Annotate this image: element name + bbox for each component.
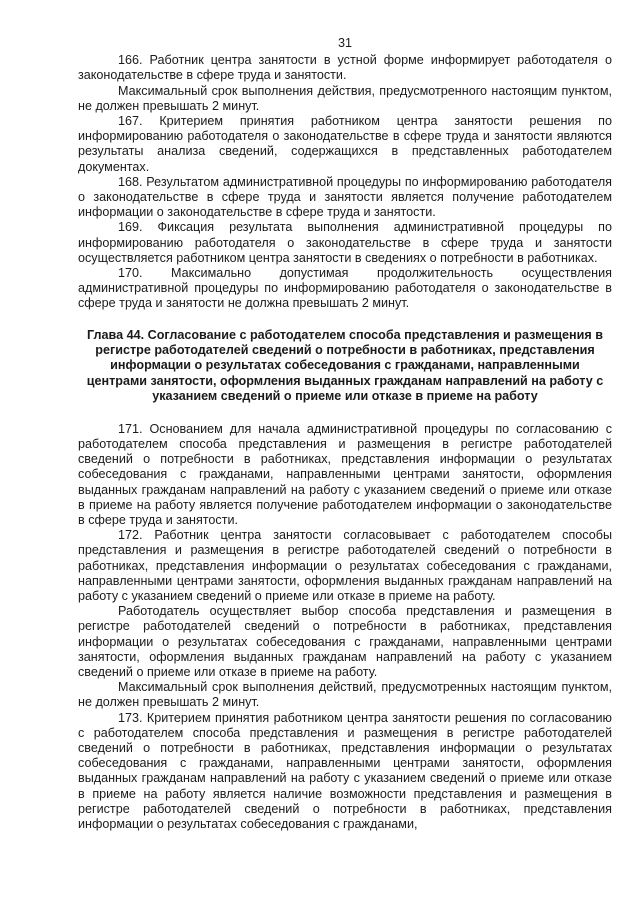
paragraph-169: 169. Фиксация результата выполнения административной процедуры по информированию работодателя о законодательстве в сфере труда и занятости осуществляется работником центра занятости в сведениях о потребности в работниках. xyxy=(78,220,612,265)
page-number: 31 xyxy=(337,36,352,50)
paragraph-172-employer-choice: Работодатель осуществляет выбор способа представления и размещения в регистре работодателей сведений о потребности в работниках, представления информации о результатах собеседования с гражданами, направленными центрами занятости, оформления выданных гражданам направлений на работу с указанием сведений о приеме или отказе в приеме на работу. xyxy=(78,604,612,679)
paragraph-172-time-limit: Максимальный срок выполнения действий, предусмотренных настоящим пунктом, не должен превышать 2 минут. xyxy=(78,680,612,710)
document-page xyxy=(78,36,612,832)
paragraph-167: 167. Критерием принятия работником центра занятости решения по информированию работодателя о законодательстве в сфере труда и занятости являются результаты анализа сведений, содержащихся в представленных работодателем документах. xyxy=(78,114,612,174)
paragraph-166-time-limit: Максимальный срок выполнения действия, предусмотренного настоящим пунктом, не должен превышать 2 минут. xyxy=(78,83,612,113)
paragraph-166: 166. Работник центра занятости в устной форме информирует работодателя о законодательстве в сфере труда и занятости. xyxy=(78,53,612,83)
paragraph-171: 171. Основанием для начала административной процедуры по согласованию с работодателем способа представления и размещения в регистре работодателей сведений о потребности в работниках, представления информации о результатах собеседования с гражданами, направленными центрами занятости, оформления выданных гражданам направлений на работу с указанием сведений о приеме или отказе в приеме на работу является получение работодателем информации о законодательстве в сфере труда и занятости. xyxy=(78,421,612,527)
paragraph-168: 168. Результатом административной процедуры по информированию работодателя о законодательстве в сфере труда и занятости является получение работодателем информации о законодательстве в сфере труда и занятости. xyxy=(78,174,612,220)
paragraph-173: 173. Критерием принятия работником центра занятости решения по согласованию с работодателем способа представления и размещения в регистре работодателей сведений о потребности в работниках, представления информации о результатах собеседования с гражданами, направленными центрами занятости, оформления выданных гражданам направлений на работу с указанием сведений о приеме или отказе в приеме на работу является наличие возможности представления и размещения в регистре работодателей сведений о потребности в работниках, представления информации о результатах собеседования с гражданами, xyxy=(78,710,612,831)
paragraph-172: 172. Работник центра занятости согласовывает с работодателем способы представления и размещения в регистре работодателей сведений о потребности в работниках, представления информации о результатах собеседования с гражданами, направленными центрами занятости, оформления выданных гражданам направлений на работу с указанием сведений о приеме или отказе в приеме на работу. xyxy=(78,528,612,603)
paragraph-170: 170. Максимально допустимая продолжительность осуществления административной процедуры по информированию работодателя о законодательстве в сфере труда и занятости не должна превышать 2 минут. xyxy=(78,266,612,311)
chapter-heading: Глава 44. Согласование с работодателем способа представления и размещения в регистре работодателей сведений о потребности в работниках, представления информации о результатах собеседования с гражданами, направленными центрами занятости, оформления выданных гражданам направлений на работу с указанием сведений о приеме или отказе в приеме на работу xyxy=(86,327,604,404)
